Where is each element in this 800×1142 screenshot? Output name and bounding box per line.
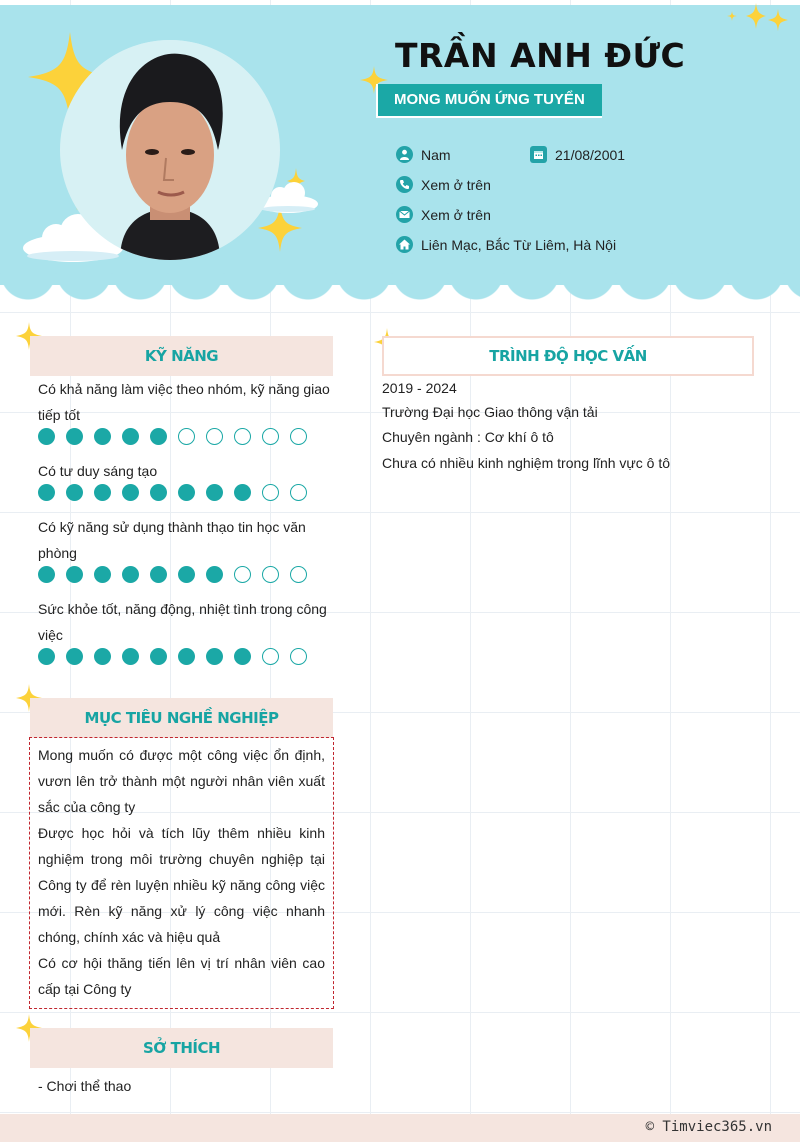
rating-dot-filled bbox=[234, 484, 251, 501]
rating-dot-filled bbox=[150, 484, 167, 501]
calendar-icon bbox=[530, 146, 547, 163]
goal-paragraph: Được học hỏi và tích lũy thêm nhiều kinh nghiệm trong môi trường chuyên nghiệp tại Công ty để rèn luyện nhiều kỹ năng công việc mới. Rèn kỹ năng xử lý công việc nhanh chóng, chính xác và hiệu quả bbox=[38, 825, 325, 945]
rating-dot-filled bbox=[38, 484, 55, 501]
rating-dot-filled bbox=[38, 428, 55, 445]
rating-dot-filled bbox=[122, 484, 139, 501]
hobby-text: - Chơi thể thao bbox=[38, 1078, 132, 1094]
rating-dot-filled bbox=[38, 566, 55, 583]
rating-dot-filled bbox=[94, 428, 111, 445]
skill-text: Sức khỏe tốt, năng động, nhiệt tình trong công việc bbox=[38, 601, 327, 643]
desired-position: MONG MUỐN ỨNG TUYỂN bbox=[378, 84, 602, 116]
education-major: Chuyên ngành : Cơ khí ô tô bbox=[382, 429, 554, 445]
rating-dot-empty bbox=[290, 484, 307, 501]
rating-dot-empty bbox=[262, 566, 279, 583]
rating-dot-filled bbox=[150, 566, 167, 583]
rating-dot-empty bbox=[290, 648, 307, 665]
rating-dot-filled bbox=[66, 484, 83, 501]
rating-dot-filled bbox=[94, 648, 111, 665]
rating-dot-filled bbox=[206, 484, 223, 501]
position-badge bbox=[376, 84, 602, 118]
goal-paragraph: Có cơ hội thăng tiến lên vị trí nhân viên cao cấp tại Công ty bbox=[38, 955, 325, 997]
portrait-photo bbox=[80, 40, 260, 260]
rating-dot-filled bbox=[206, 566, 223, 583]
avatar bbox=[60, 40, 280, 260]
rating-dot-filled bbox=[122, 428, 139, 445]
birthday-value: 21/08/2001 bbox=[555, 147, 626, 163]
rating-dot-empty bbox=[290, 428, 307, 445]
education-school: Trường Đại học Giao thông vận tải bbox=[382, 404, 598, 420]
person-icon bbox=[396, 146, 413, 163]
email-value: Xem ở trên bbox=[421, 207, 491, 223]
rating-dot-empty bbox=[262, 648, 279, 665]
rating-dot-empty bbox=[234, 428, 251, 445]
rating-dot-filled bbox=[94, 566, 111, 583]
education-note: Chưa có nhiều kinh nghiệm trong lĩnh vực ô tô bbox=[382, 455, 671, 471]
rating-dot-empty bbox=[262, 428, 279, 445]
rating-dot-empty bbox=[178, 428, 195, 445]
gender-value: Nam bbox=[421, 147, 451, 163]
rating-dot-filled bbox=[150, 428, 167, 445]
goal-paragraph: Mong muốn có được một công việc ổn định, vươn lên trở thành một người nhân viên xuất sắc của công ty bbox=[38, 747, 325, 815]
skill-text: Có tư duy sáng tạo bbox=[38, 463, 158, 479]
rating-dot-filled bbox=[122, 648, 139, 665]
address-value: Liên Mạc, Bắc Từ Liêm, Hà Nội bbox=[421, 237, 617, 253]
footer bbox=[0, 1114, 800, 1142]
rating-dot-filled bbox=[66, 648, 83, 665]
rating-dot-filled bbox=[38, 648, 55, 665]
education-heading: TRÌNH ĐỘ HỌC VẤN bbox=[382, 336, 754, 376]
rating-dot-empty bbox=[290, 566, 307, 583]
mail-icon bbox=[396, 206, 413, 223]
phone-value: Xem ở trên bbox=[421, 177, 491, 193]
career-goals-heading: MỤC TIÊU NGHỀ NGHIỆP bbox=[30, 698, 333, 738]
rating-dot-filled bbox=[150, 648, 167, 665]
career-goals-box bbox=[29, 737, 334, 1009]
hobbies-heading: SỞ THÍCH bbox=[30, 1028, 333, 1068]
rating-dot-filled bbox=[66, 428, 83, 445]
rating-dot-filled bbox=[178, 648, 195, 665]
rating-dot-filled bbox=[94, 484, 111, 501]
corner-stars-icon bbox=[722, 3, 792, 35]
skill-text: Có kỹ năng sử dụng thành thạo tin học văn phòng bbox=[38, 519, 306, 561]
rating-dot-empty bbox=[234, 566, 251, 583]
copyright-text: © Timviec365.vn bbox=[645, 1119, 772, 1135]
phone-icon bbox=[396, 176, 413, 193]
header-scallop-edge bbox=[0, 272, 800, 300]
rating-dot-filled bbox=[234, 648, 251, 665]
rating-dot-filled bbox=[178, 566, 195, 583]
rating-dot-filled bbox=[66, 566, 83, 583]
rating-dot-empty bbox=[262, 484, 279, 501]
skills-heading: KỸ NĂNG bbox=[30, 336, 333, 376]
skill-text: Có khả năng làm việc theo nhóm, kỹ năng giao tiếp tốt bbox=[38, 381, 330, 423]
rating-dot-filled bbox=[178, 484, 195, 501]
education-period: 2019 - 2024 bbox=[382, 380, 457, 396]
home-icon bbox=[396, 236, 413, 253]
rating-dot-filled bbox=[122, 566, 139, 583]
rating-dot-empty bbox=[206, 428, 223, 445]
candidate-name: TRẦN ANH ĐỨC bbox=[395, 36, 686, 75]
rating-dot-filled bbox=[206, 648, 223, 665]
